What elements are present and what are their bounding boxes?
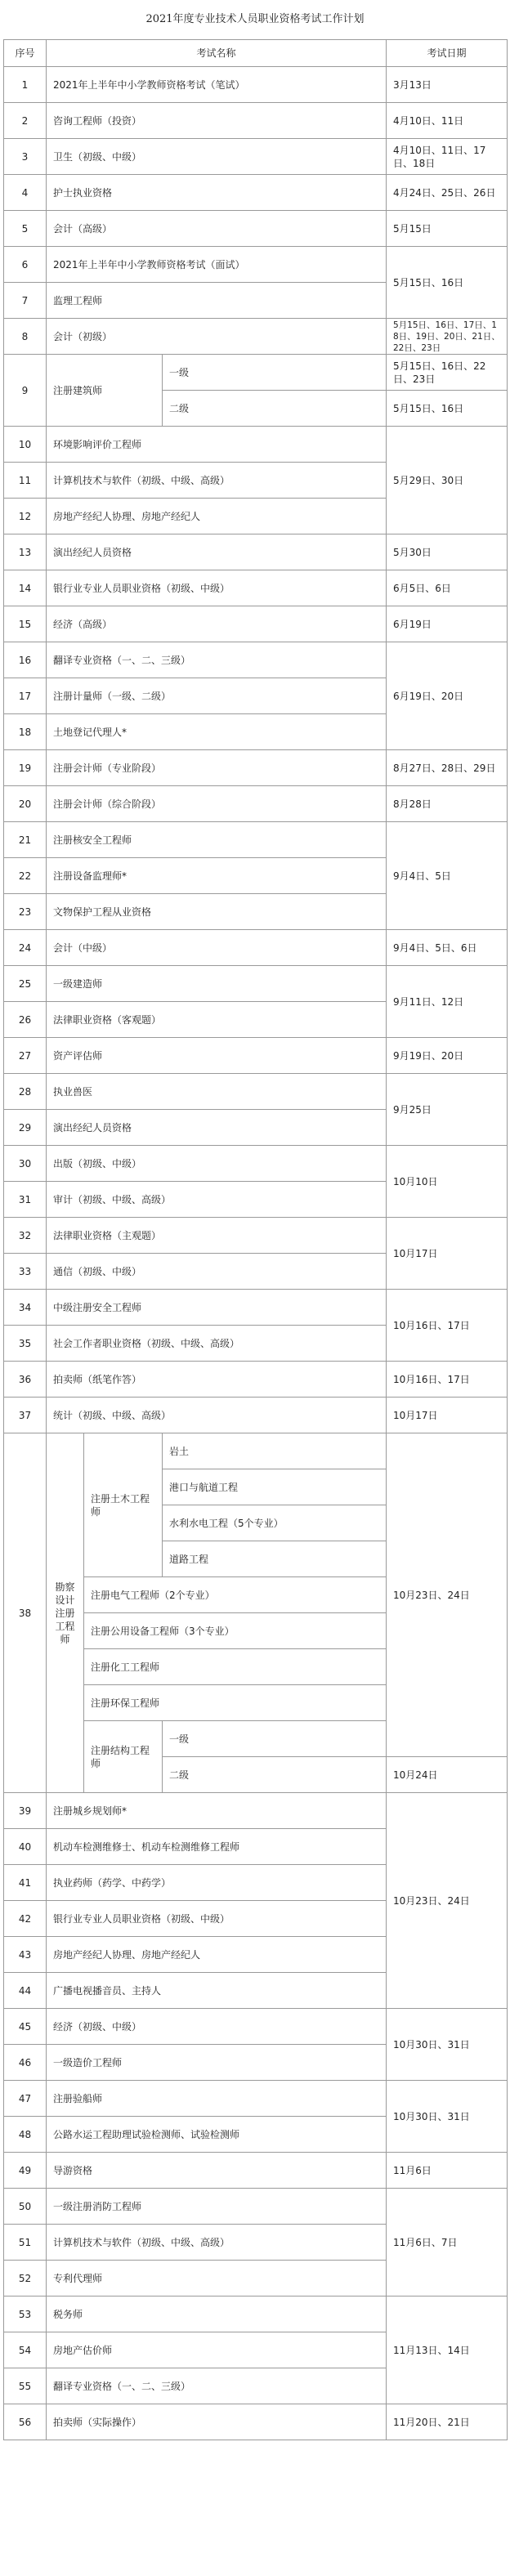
exam-name: 资产评估师 [47,1038,387,1074]
row-number: 23 [4,894,47,930]
exam-name: 注册建筑师 [47,355,163,427]
row-number: 17 [4,678,47,714]
row-number: 2 [4,103,47,139]
row-number: 5 [4,211,47,247]
table-row [4,966,508,1002]
row-number: 28 [4,1074,47,1110]
row-number: 30 [4,1146,47,1182]
row-number: 52 [4,2261,47,2296]
exam-name: 文物保护工程从业资格 [47,894,387,930]
exam-date: 8月27日、28日、29日 [387,750,508,786]
row-number: 34 [4,1290,47,1326]
exam-name: 税务师 [47,2296,387,2332]
exam-name: 一级建造师 [47,966,387,1002]
exam-date: 9月25日 [387,1074,508,1146]
row-number: 49 [4,2153,47,2189]
exam-name: 社会工作者职业资格（初级、中级、高级） [47,1326,387,1362]
exam-name: 专利代理师 [47,2261,387,2296]
exam-name: 计算机技术与软件（初级、中级、高级） [47,2225,387,2261]
exam-date: 6月19日 [387,606,508,642]
exam-date: 9月4日、5日、6日 [387,930,508,966]
row-number: 14 [4,570,47,606]
exam-sub-specialty: 水利水电工程（5个专业） [163,1505,387,1541]
exam-name: 卫生（初级、中级） [47,139,387,175]
table-row [4,139,508,175]
exam-name: 法律职业资格（客观题） [47,1002,387,1038]
exam-name: 拍卖师（实际操作） [47,2404,387,2440]
exam-date: 5月15日、16日、22日、23日 [387,355,508,391]
row-number: 21 [4,822,47,858]
exam-date: 10月23日、24日 [387,1793,508,2009]
row-number: 7 [4,283,47,319]
exam-date: 6月19日、20日 [387,642,508,750]
table-row [4,67,508,103]
row-number: 37 [4,1398,47,1433]
table-row [4,750,508,786]
exam-date: 9月11日、12日 [387,966,508,1038]
exam-name: 2021年上半年中小学教师资格考试（面试） [47,247,387,283]
exam-name: 执业兽医 [47,1074,387,1110]
row-number: 27 [4,1038,47,1074]
table-row [4,319,508,355]
exam-name: 广播电视播音员、主持人 [47,1973,387,2009]
exam-sub-specialty: 港口与航道工程 [163,1469,387,1505]
row-number: 44 [4,1973,47,2009]
exam-sub-level: 二级 [163,391,387,427]
exam-name: 监理工程师 [47,283,387,319]
exam-date: 10月16日、17日 [387,1290,508,1362]
table-row [4,1433,508,1469]
row-number: 56 [4,2404,47,2440]
exam-name: 注册环保工程师 [84,1685,387,1721]
row-number: 50 [4,2189,47,2225]
exam-name: 通信（初级、中级） [47,1254,387,1290]
exam-date: 6月5日、6日 [387,570,508,606]
table-row [4,930,508,966]
exam-name: 经济（高级） [47,606,387,642]
row-number: 40 [4,1829,47,1865]
exam-sub-level: 二级 [163,1757,387,1793]
exam-date: 4月24日、25日、26日 [387,175,508,211]
survey-group-label: 勘察设计注册工程师 [47,1433,84,1793]
table-row [4,786,508,822]
table-row [4,2404,508,2440]
table-row [4,2153,508,2189]
exam-name: 注册会计师（综合阶段） [47,786,387,822]
exam-date: 5月15日、16日、17日、18日、19日、20日、21日、22日、23日 [387,319,508,355]
row-number: 55 [4,2368,47,2404]
exam-name: 经济（初级、中级） [47,2009,387,2045]
exam-name: 一级注册消防工程师 [47,2189,387,2225]
row-number: 13 [4,534,47,570]
table-row [4,570,508,606]
table-row [4,1362,508,1398]
table-row [4,1290,508,1326]
row-number: 15 [4,606,47,642]
row-number: 25 [4,966,47,1002]
exam-name: 会计（高级） [47,211,387,247]
row-number: 11 [4,463,47,499]
table-row [4,103,508,139]
exam-name: 出版（初级、中级） [47,1146,387,1182]
exam-date: 8月28日 [387,786,508,822]
exam-name: 护士执业资格 [47,175,387,211]
exam-name: 翻译专业资格（一、二、三级） [47,642,387,678]
exam-date: 10月23日、24日 [387,1433,508,1757]
exam-name: 拍卖师（纸笔作答） [47,1362,387,1398]
row-number: 38 [4,1433,47,1793]
exam-name: 房地产估价师 [47,2332,387,2368]
table-row [4,2189,508,2225]
exam-date: 5月30日 [387,534,508,570]
table-row [4,247,508,283]
row-number: 31 [4,1182,47,1218]
table-row [4,2081,508,2117]
row-number: 43 [4,1937,47,1973]
exam-date: 5月15日、16日 [387,391,508,427]
exam-name: 注册设备监理师* [47,858,387,894]
row-number: 26 [4,1002,47,1038]
exam-date: 10月10日 [387,1146,508,1218]
exam-name: 房地产经纪人协理、房地产经纪人 [47,499,387,534]
exam-name: 房地产经纪人协理、房地产经纪人 [47,1937,387,1973]
exam-date: 4月10日、11日 [387,103,508,139]
row-number: 51 [4,2225,47,2261]
table-row [4,1146,508,1182]
row-number: 42 [4,1901,47,1937]
table-header-row [4,40,508,67]
exam-name: 会计（初级） [47,319,387,355]
row-number: 20 [4,786,47,822]
row-number: 1 [4,67,47,103]
row-number: 9 [4,355,47,427]
exam-date: 5月29日、30日 [387,427,508,534]
table-row [4,2009,508,2045]
row-number: 18 [4,714,47,750]
exam-sub-specialty: 岩土 [163,1433,387,1469]
row-number: 47 [4,2081,47,2117]
exam-date: 10月30日、31日 [387,2081,508,2153]
row-number: 54 [4,2332,47,2368]
row-number: 8 [4,319,47,355]
page-title: 2021年度专业技术人员职业资格考试工作计划 [145,13,365,25]
exam-name: 翻译专业资格（一、二、三级） [47,2368,387,2404]
exam-name: 中级注册安全工程师 [47,1290,387,1326]
table-row [4,606,508,642]
exam-date: 4月10日、11日、17日、18日 [387,139,508,175]
row-number: 22 [4,858,47,894]
exam-sub-level: 一级 [163,1721,387,1757]
exam-sub-level: 一级 [163,355,387,391]
exam-name: 法律职业资格（主观题） [47,1218,387,1254]
exam-date: 5月15日 [387,211,508,247]
exam-name: 统计（初级、中级、高级） [47,1398,387,1433]
table-row [4,211,508,247]
structural-engineer-label: 注册结构工程师 [84,1721,163,1793]
row-number: 6 [4,247,47,283]
exam-name: 注册化工工程师 [84,1649,387,1685]
row-number: 32 [4,1218,47,1254]
exam-date: 10月24日 [387,1757,508,1793]
exam-name: 注册核安全工程师 [47,822,387,858]
row-number: 35 [4,1326,47,1362]
table-row [4,427,508,463]
header-exam-name: 考试名称 [47,40,387,67]
header-serial: 序号 [4,40,47,67]
exam-date: 9月19日、20日 [387,1038,508,1074]
exam-date: 3月13日 [387,67,508,103]
exam-date: 11月20日、21日 [387,2404,508,2440]
row-number: 16 [4,642,47,678]
table-row [4,175,508,211]
table-row [4,355,508,391]
exam-date: 11月6日 [387,2153,508,2189]
table-row [4,822,508,858]
table-row [4,2296,508,2332]
exam-name: 注册城乡规划师* [47,1793,387,1829]
exam-name: 演出经纪人员资格 [47,1110,387,1146]
exam-sub-specialty: 道路工程 [163,1541,387,1577]
exam-name: 银行业专业人员职业资格（初级、中级） [47,570,387,606]
exam-name: 会计（中级） [47,930,387,966]
exam-name: 公路水运工程助理试验检测师、试验检测师 [47,2117,387,2153]
civil-engineer-label: 注册土木工程师 [84,1433,163,1577]
exam-name: 注册验船师 [47,2081,387,2117]
exam-date: 5月15日、16日 [387,247,508,319]
exam-date: 11月13日、14日 [387,2296,508,2404]
exam-date: 10月17日 [387,1218,508,1290]
exam-name: 注册公用设备工程师（3个专业） [84,1613,387,1649]
exam-name: 一级造价工程师 [47,2045,387,2081]
exam-name: 审计（初级、中级、高级） [47,1182,387,1218]
row-number: 19 [4,750,47,786]
table-row [4,1038,508,1074]
exam-name: 执业药师（药学、中药学） [47,1865,387,1901]
exam-name: 导游资格 [47,2153,387,2189]
row-number: 12 [4,499,47,534]
row-number: 4 [4,175,47,211]
row-number: 24 [4,930,47,966]
exam-schedule-table [3,39,508,2440]
table-row [4,1218,508,1254]
row-number: 53 [4,2296,47,2332]
exam-name: 演出经纪人员资格 [47,534,387,570]
table-row [4,1074,508,1110]
table-row [4,1793,508,1829]
exam-date: 9月4日、5日 [387,822,508,930]
header-exam-date: 考试日期 [387,40,508,67]
exam-name: 咨询工程师（投资） [47,103,387,139]
exam-name: 注册会计师（专业阶段） [47,750,387,786]
table-row [4,1398,508,1433]
row-number: 46 [4,2045,47,2081]
row-number: 48 [4,2117,47,2153]
exam-name: 2021年上半年中小学教师资格考试（笔试） [47,67,387,103]
row-number: 33 [4,1254,47,1290]
table-row [4,534,508,570]
exam-date: 10月30日、31日 [387,2009,508,2081]
row-number: 29 [4,1110,47,1146]
row-number: 39 [4,1793,47,1829]
exam-date: 10月16日、17日 [387,1362,508,1398]
exam-date: 11月6日、7日 [387,2189,508,2296]
row-number: 45 [4,2009,47,2045]
row-number: 3 [4,139,47,175]
row-number: 10 [4,427,47,463]
exam-name: 环境影响评价工程师 [47,427,387,463]
exam-name: 机动车检测维修士、机动车检测维修工程师 [47,1829,387,1865]
exam-name: 土地登记代理人* [47,714,387,750]
exam-name: 注册电气工程师（2个专业） [84,1577,387,1613]
exam-date: 10月17日 [387,1398,508,1433]
table-row [4,642,508,678]
row-number: 36 [4,1362,47,1398]
row-number: 41 [4,1865,47,1901]
exam-name: 注册计量师（一级、二级） [47,678,387,714]
exam-name: 计算机技术与软件（初级、中级、高级） [47,463,387,499]
exam-name: 银行业专业人员职业资格（初级、中级） [47,1901,387,1937]
